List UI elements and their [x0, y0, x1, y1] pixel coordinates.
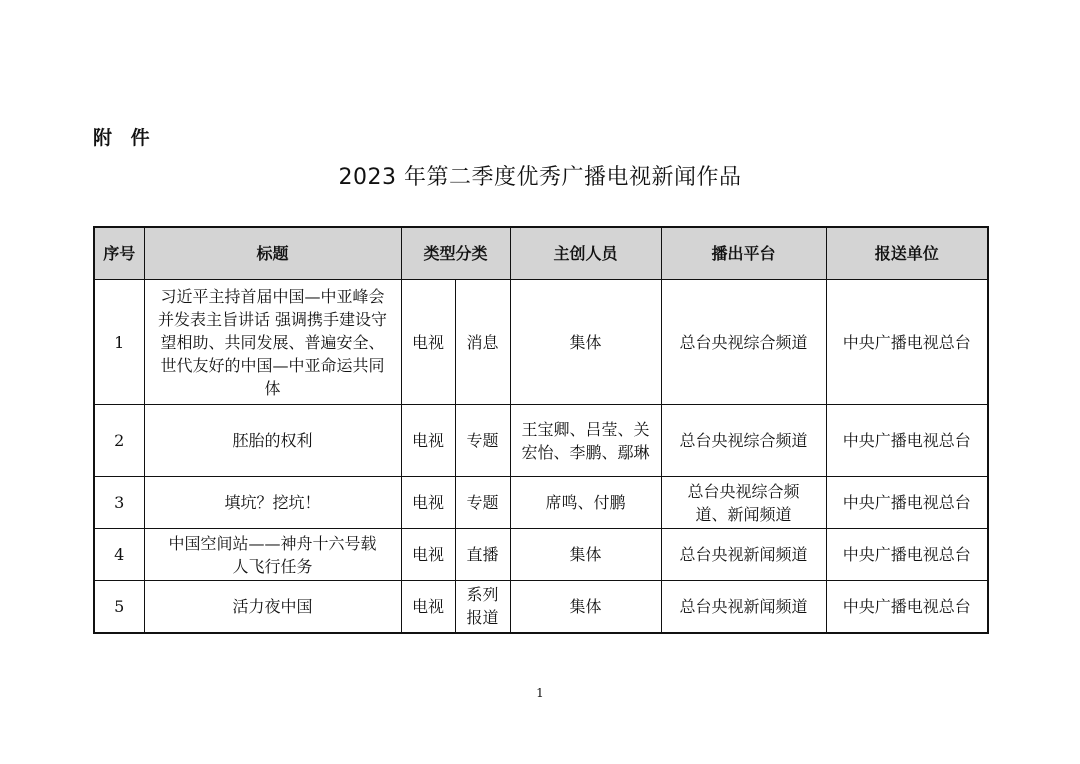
table-row — [94, 280, 988, 405]
cell-creators: 集体 — [510, 581, 661, 633]
cell-platform: 总台央视综合频道 — [661, 280, 826, 405]
cell-creators: 席鸣、付鹏 — [510, 477, 661, 529]
table-row — [94, 581, 988, 633]
cell-subtype: 消息 — [455, 280, 510, 405]
table-row — [94, 405, 988, 477]
header-title: 标题 — [144, 227, 401, 280]
works-table — [93, 226, 989, 634]
cell-subtype: 专题 — [455, 477, 510, 529]
cell-subtype: 专题 — [455, 405, 510, 477]
cell-type: 电视 — [401, 581, 455, 633]
cell-creators: 集体 — [510, 529, 661, 581]
cell-platform: 总台央视新闻频道 — [661, 581, 826, 633]
cell-title: 胚胎的权利 — [144, 405, 401, 477]
cell-index: 1 — [94, 280, 144, 405]
cell-subtype: 直播 — [455, 529, 510, 581]
cell-unit: 中央广播电视总台 — [826, 529, 988, 581]
header-category: 类型分类 — [401, 227, 510, 280]
page-title: 2023 年第二季度优秀广播电视新闻作品 — [338, 165, 742, 190]
page-number: 1 — [536, 686, 544, 700]
cell-type: 电视 — [401, 405, 455, 477]
header-creators: 主创人员 — [510, 227, 661, 280]
cell-platform: 总台央视综合频道、新闻频道 — [661, 477, 826, 529]
cell-index: 5 — [94, 581, 144, 633]
cell-creators: 集体 — [510, 280, 661, 405]
cell-index: 2 — [94, 405, 144, 477]
cell-unit: 中央广播电视总台 — [826, 280, 988, 405]
cell-title: 习近平主持首届中国—中亚峰会并发表主旨讲话 强调携手建设守望相助、共同发展、普遍安全、世代友好的中国—中亚命运共同体 — [144, 280, 401, 405]
table-header-row — [94, 227, 988, 280]
cell-platform: 总台央视综合频道 — [661, 405, 826, 477]
cell-unit: 中央广播电视总台 — [826, 581, 988, 633]
cell-title: 中国空间站——神舟十六号载人飞行任务 — [144, 529, 401, 581]
cell-title: 活力夜中国 — [144, 581, 401, 633]
cell-subtype: 系列报道 — [455, 581, 510, 633]
cell-platform: 总台央视新闻频道 — [661, 529, 826, 581]
cell-type: 电视 — [401, 477, 455, 529]
cell-unit: 中央广播电视总台 — [826, 405, 988, 477]
cell-index: 4 — [94, 529, 144, 581]
cell-type: 电视 — [401, 280, 455, 405]
table-row — [94, 477, 988, 529]
table-row — [94, 529, 988, 581]
attachment-label: 附 件 — [93, 127, 156, 149]
cell-unit: 中央广播电视总台 — [826, 477, 988, 529]
cell-index: 3 — [94, 477, 144, 529]
header-unit: 报送单位 — [826, 227, 988, 280]
cell-type: 电视 — [401, 529, 455, 581]
cell-creators: 王宝卿、吕莹、关宏怡、李鹏、鄢琳 — [510, 405, 661, 477]
header-index: 序号 — [94, 227, 144, 280]
header-platform: 播出平台 — [661, 227, 826, 280]
cell-title: 填坑？挖坑！ — [144, 477, 401, 529]
